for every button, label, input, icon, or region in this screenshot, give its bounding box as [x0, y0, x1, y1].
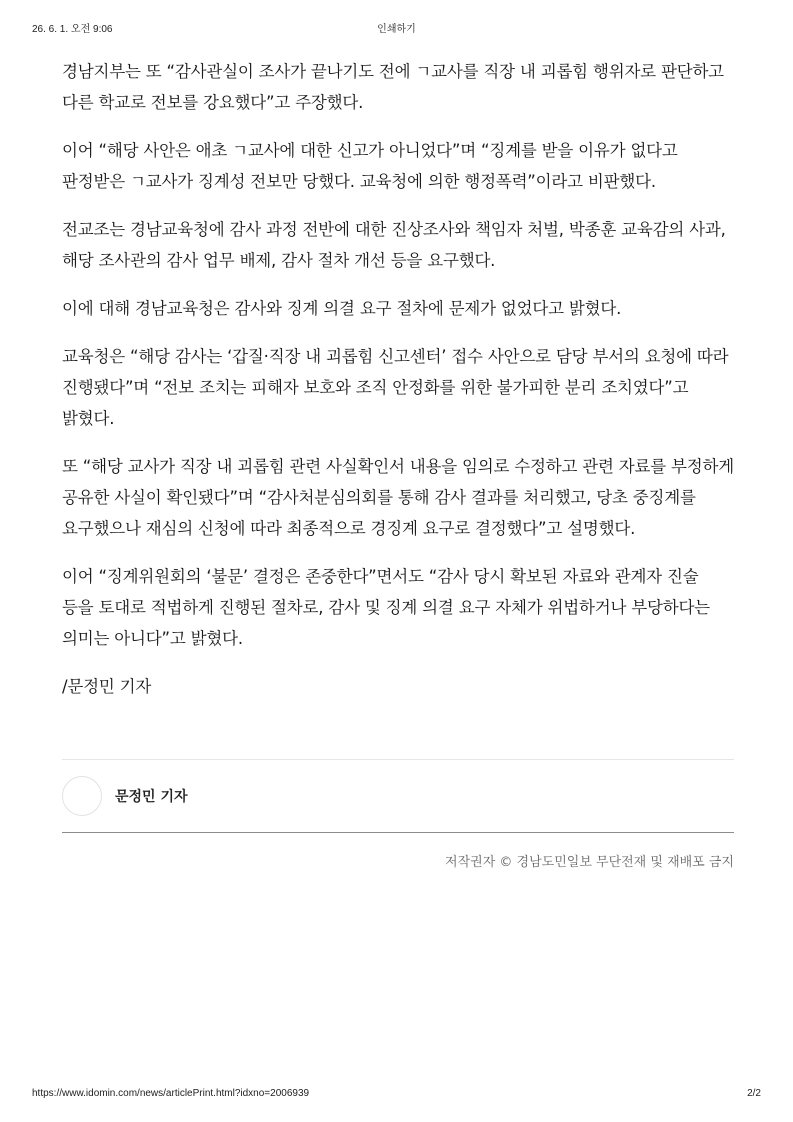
article-paragraph: 또 “해당 교사가 직장 내 괴롭힘 관련 사실확인서 내용을 임의로 수정하고 관련 자료를 부정하게 공유한 사실이 확인됐다”며 “감사처분심의회를 통해 감사 결과를 처리했고, 당초 중징계를 요구했으나 재심의 신청에 따라 최종적으로 경징계 요구로 결정했다”고 설명했다.	[62, 457, 735, 538]
article-paragraph: 전교조는 경남교육청에 감사 과정 전반에 대한 진상조사와 책임자 처벌, 박종훈 교육감의 사과, 해당 조사관의 감사 업무 배제, 감사 절차 개선 등을 요구했다.	[62, 220, 726, 270]
print-header	[32, 20, 761, 36]
reporter-box	[62, 759, 734, 833]
page-number: 2/2	[747, 1088, 761, 1099]
article-byline: /문정민 기자	[62, 677, 152, 696]
reporter-name[interactable]: 문정민 기자	[115, 789, 188, 805]
article-paragraph: 경남지부는 또 “감사관실이 조사가 끝나기도 전에 ㄱ교사를 직장 내 괴롭힘 행위자로 판단하고 다른 학교로 전보를 강요했다”고 주장했다.	[62, 62, 724, 112]
reporter-avatar	[62, 776, 102, 816]
copyright-notice: 저작권자 © 경남도민일보 무단전재 및 재배포 금지	[445, 855, 734, 870]
print-datetime: 26. 6. 1. 오전 9:06	[32, 24, 113, 35]
article-paragraph: 이에 대해 경남교육청은 감사와 징계 의결 요구 절차에 문제가 없었다고 밝혔다.	[62, 299, 622, 318]
print-footer	[32, 1088, 761, 1102]
print-title: 인쇄하기	[377, 24, 416, 35]
article-paragraph: 교육청은 “해당 감사는 ‘갑질·직장 내 괴롭힘 신고센터’ 접수 사안으로 담당 부서의 요청에 따라 진행됐다”며 “전보 조치는 피해자 보호와 조직 안정화를 위한 불가피한 분리 조치였다”고 밝혔다.	[62, 347, 729, 428]
article-body	[62, 56, 734, 719]
article-paragraph: 이어 “징계위원회의 ‘불문’ 결정은 존중한다”면서도 “감사 당시 확보된 자료와 관계자 진술 등을 토대로 적법하게 진행된 절차로, 감사 및 징계 의결 요구 자체가 위법하거나 부당하다는 의미는 아니다”고 밝혔다.	[62, 567, 710, 648]
print-url: https://www.idomin.com/news/articlePrint.html?idxno=2006939	[32, 1088, 310, 1099]
article-paragraph: 이어 “해당 사안은 애초 ㄱ교사에 대한 신고가 아니었다”며 “징계를 받을 이유가 없다고 판정받은 ㄱ교사가 징계성 전보만 당했다. 교육청에 의한 행정폭력”이라고 비판했다.	[62, 141, 678, 191]
